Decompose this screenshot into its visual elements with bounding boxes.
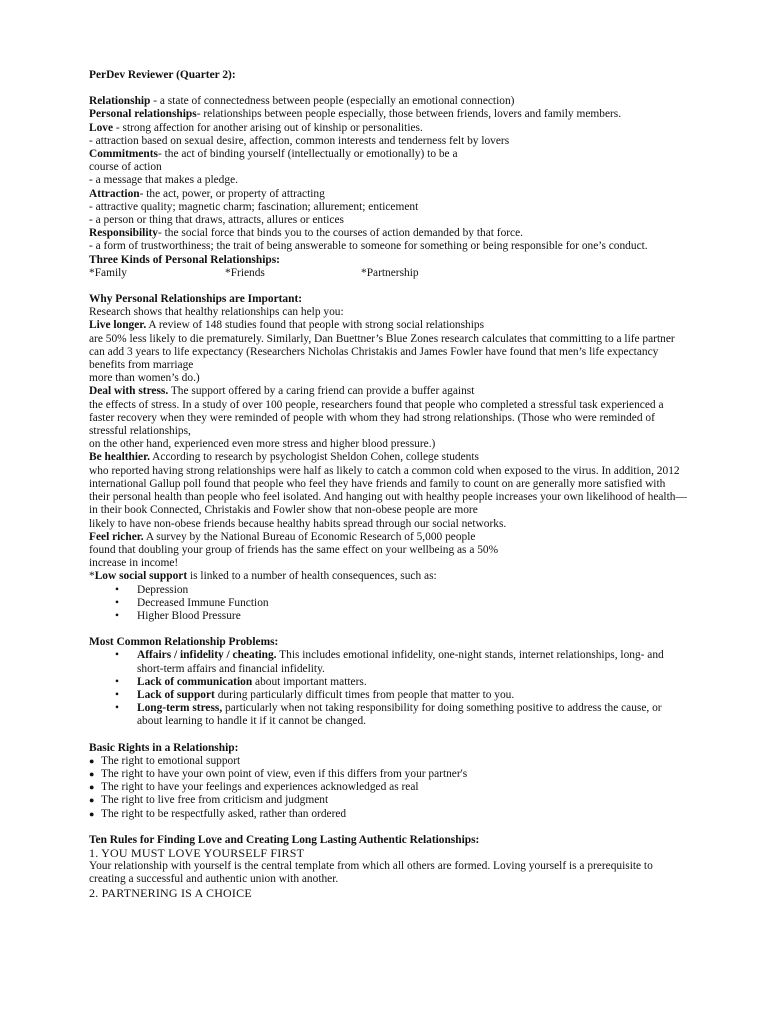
consequences-list	[89, 584, 689, 624]
bullet-icon: •	[115, 675, 119, 688]
document-page	[89, 69, 689, 900]
kind-item: *Family	[89, 266, 127, 279]
paragraph-text: likely to have non-obese friends because healthy habits spread through our social networks.	[89, 517, 507, 530]
why-heading: Why Personal Relationships are Important:	[89, 293, 303, 306]
paragraph-live-longer: Live longer. A review of 148 studies found that people with strong social relationships	[89, 319, 485, 332]
paragraph-stress: Deal with stress. The support offered by a caring friend can provide a buffer against	[89, 385, 475, 398]
definition-line: course of action	[89, 161, 162, 174]
bullet-icon: ●	[89, 795, 95, 806]
list-item: • Higher Blood Pressure	[115, 609, 241, 622]
bullet-icon: •	[115, 649, 119, 662]
list-item: • Depression	[115, 583, 189, 596]
bullet-icon: •	[115, 583, 119, 596]
definition-line: Relationship - a state of connectedness between people (especially an emotional connection)	[89, 95, 515, 108]
paragraph-text: more than women’s do.)	[89, 372, 200, 385]
bullet-icon: ●	[89, 768, 95, 779]
kind-item: *Partnership	[361, 266, 419, 279]
list-item: ● The right to be respectfully asked, rather than ordered	[89, 807, 347, 820]
definition-line: - a form of trustworthiness; the trait of being answerable to someone for something or being responsible for one’s conduct.	[89, 240, 648, 253]
bullet-icon: ●	[89, 808, 95, 819]
kinds-list	[89, 267, 689, 280]
bullet-icon: •	[115, 702, 119, 715]
rights-list	[89, 755, 689, 821]
definitions-section	[89, 95, 689, 253]
bullet-icon: •	[115, 609, 119, 622]
list-item: • Long-term stress, particularly when not taking responsibility for doing something positive to address the cause, or about learning to handle it if it cannot be changed.	[115, 702, 662, 728]
rules-heading: Ten Rules for Finding Love and Creating Long Lasting Authentic Relationships:	[89, 833, 480, 846]
definition-line: Attraction- the act, power, or property of attracting	[89, 187, 325, 200]
bullet-icon: •	[115, 688, 119, 701]
why-intro: Research shows that healthy relationships can help you:	[89, 306, 344, 319]
bullet-icon: ●	[89, 755, 95, 766]
definition-line: Personal relationships- relationships between people especially, those between friends, lovers and family members.	[89, 108, 622, 121]
kinds-heading: Three Kinds of Personal Relationships:	[89, 253, 280, 266]
list-item: ● The right to have your feelings and experiences acknowledged as real	[89, 781, 419, 794]
list-item: ● The right to have your own point of view, even if this differs from your partner's	[89, 767, 468, 780]
list-item: • Affairs / infidelity / cheating. This includes emotional infidelity, one-night stands, internet relationships, long- and short-term affairs and financial infidelity.	[115, 649, 664, 675]
bullet-icon: ●	[89, 782, 95, 793]
list-item: • Decreased Immune Function	[115, 596, 269, 609]
paragraph-text: who reported having strong relationships were half as likely to catch a common cold when exposed to the virus. In addition, 2012 international Gallup poll found that people who feel they have friends and family to count on are generally more satisfied with their personal health than people who feel isolated. And hanging out with healthy people increases your own likelihood of health—in their book Connected, Christakis and Fowler show that non-obese people are more	[89, 464, 687, 517]
paragraph-healthier: Be healthier. According to research by psychologist Sheldon Cohen, college students	[89, 451, 479, 464]
paragraph-text: on the other hand, experienced even more stress and higher blood pressure.)	[89, 438, 436, 451]
kind-item: *Friends	[225, 266, 265, 279]
paragraph-text: are 50% less likely to die prematurely. Similarly, Dan Buettner’s Blue Zones research calculates that committing to a life partner can add 3 years to life expectancy (Researchers Nicholas Christakis and James Fowler have found that men’s life expectancy benefits from marriage	[89, 332, 675, 372]
definition-line: - attraction based on sexual desire, affection, common interests and tenderness felt by lovers	[89, 134, 510, 147]
problems-list	[89, 649, 689, 728]
paragraph-text: the effects of stress. In a study of over 100 people, researchers found that people who completed a stressful task experienced a faster recovery when they were reminded of people with whom they had strong relationships. (Those who were reminded of stressful relationships,	[89, 398, 664, 438]
definition-line: Responsibility- the social force that binds you to the courses of action demanded by that force.	[89, 227, 524, 240]
definition-line: - a person or thing that draws, attracts, allures or entices	[89, 214, 344, 227]
definition-line: Love - strong affection for another arising out of kinship or personalities.	[89, 121, 423, 134]
definition-line: - a message that makes a pledge.	[89, 174, 238, 187]
list-item: ● The right to live free from criticism and judgment	[89, 794, 329, 807]
low-support-line: *Low social support is linked to a number of health consequences, such as:	[89, 570, 437, 583]
list-item: • Lack of communication about important matters.	[115, 675, 367, 688]
paragraph-text: found that doubling your group of friends has the same effect on your wellbeing as a 50%	[89, 543, 499, 556]
paragraph-text: Your relationship with yourself is the central template from which all others are formed. Loving yourself is a prerequisite to creating a successful and authentic union with another.	[89, 860, 653, 886]
rule-heading: 1. YOU MUST LOVE YOURSELF FIRST	[89, 845, 305, 860]
definition-line: - attractive quality; magnetic charm; fascination; allurement; enticement	[89, 200, 419, 213]
paragraph-richer: Feel richer. A survey by the National Bureau of Economic Research of 5,000 people	[89, 530, 476, 543]
paragraph-text: increase in income!	[89, 557, 179, 570]
rule-heading: 2. PARTNERING IS A CHOICE	[89, 885, 252, 900]
list-item: ● The right to emotional support	[89, 754, 241, 767]
problems-heading: Most Common Relationship Problems:	[89, 636, 279, 649]
page-title: PerDev Reviewer (Quarter 2):	[89, 69, 236, 81]
definition-line: Commitments- the act of binding yourself (intellectually or emotionally) to be a	[89, 148, 458, 161]
list-item: • Lack of support during particularly difficult times from people that matter to you.	[115, 688, 515, 701]
bullet-icon: •	[115, 596, 119, 609]
rights-heading: Basic Rights in a Relationship:	[89, 741, 239, 754]
